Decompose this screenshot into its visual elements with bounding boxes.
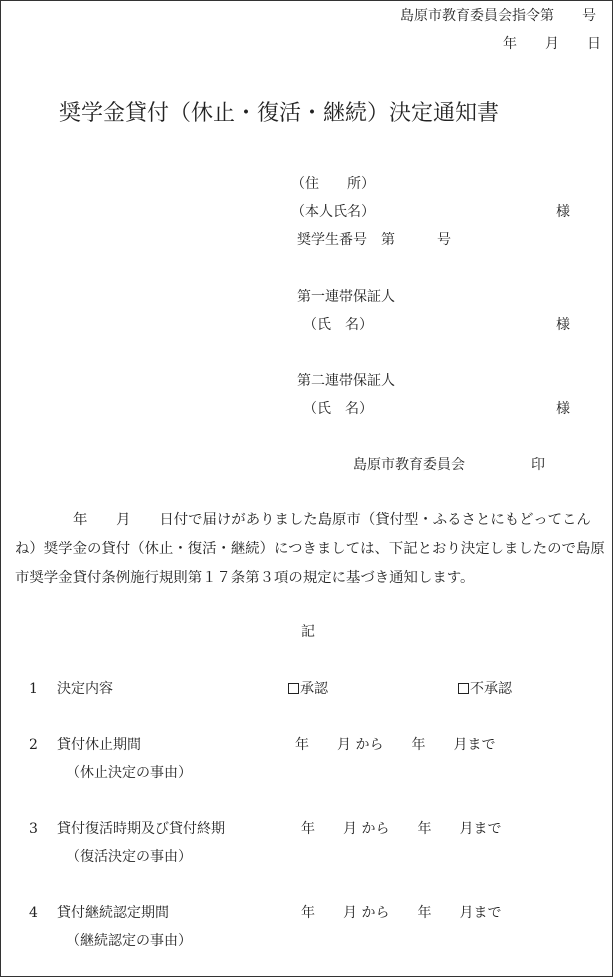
document-title: 奨学金貸付（休止・復活・継続）決定通知書 [59,101,500,126]
item-1-label: 決定内容 [57,681,113,697]
guarantor2-name-label: （氏 名） [303,401,373,417]
approve-option[interactable] [288,680,328,698]
issuer-seal: 印 [531,457,545,473]
body-paragraph [15,506,607,593]
item-4-number: 4 [29,905,38,921]
directive-number: 島原市教育委員会指令第 号 [400,8,596,24]
guarantor2-honorific: 様 [556,401,570,417]
guarantor1-honorific: 様 [556,317,570,333]
item-1-number: 1 [29,681,38,697]
item-4-label: 貸付継続認定期間 [57,905,169,921]
item-2-label: 貸付休止期間 [57,737,141,753]
item-2-reason: （休止決定の事由） [66,765,192,781]
notes-heading: 記 [301,624,315,640]
guarantor2-heading: 第二連帯保証人 [297,373,395,389]
guarantor1-name-label: （氏 名） [303,317,373,333]
item-4-reason: （継続認定の事由） [66,933,192,949]
item-3-reason: （復活決定の事由） [66,849,192,865]
disapprove-checkbox[interactable] [458,683,469,694]
item-3-period: 年 月 から 年 月まで [301,821,502,837]
item-3-label: 貸付復活時期及び貸付終期 [57,821,225,837]
approve-checkbox[interactable] [288,683,299,694]
guarantor1-heading: 第一連帯保証人 [297,289,395,305]
item-3-number: 3 [29,821,38,837]
address-label: （住 所） [291,176,375,192]
student-number-label: 奨学生番号 第 号 [297,232,451,248]
recipient-honorific: 様 [556,204,570,220]
disapprove-option[interactable] [458,680,512,698]
item-2-number: 2 [29,737,38,753]
date-line: 年 月 日 [503,36,601,52]
body-paragraph-text: 年 月 日付で届けがありました島原市（貸付型・ふるさとにもどってこんね）奨学金の貸付（休止・復活・継続）につきましては、下記とおり決定しましたので島原市奨学金貸付条例施行規則第１７条第３項の規定に基づき通知します。 [15,512,605,586]
issuer-name: 島原市教育委員会 [353,457,465,473]
item-4-period: 年 月 から 年 月まで [301,905,502,921]
disapprove-label: 不承認 [470,681,512,697]
approve-label: 承認 [300,681,328,697]
recipient-name-label: （本人氏名） [291,204,375,220]
item-2-period: 年 月 から 年 月まで [295,737,496,753]
